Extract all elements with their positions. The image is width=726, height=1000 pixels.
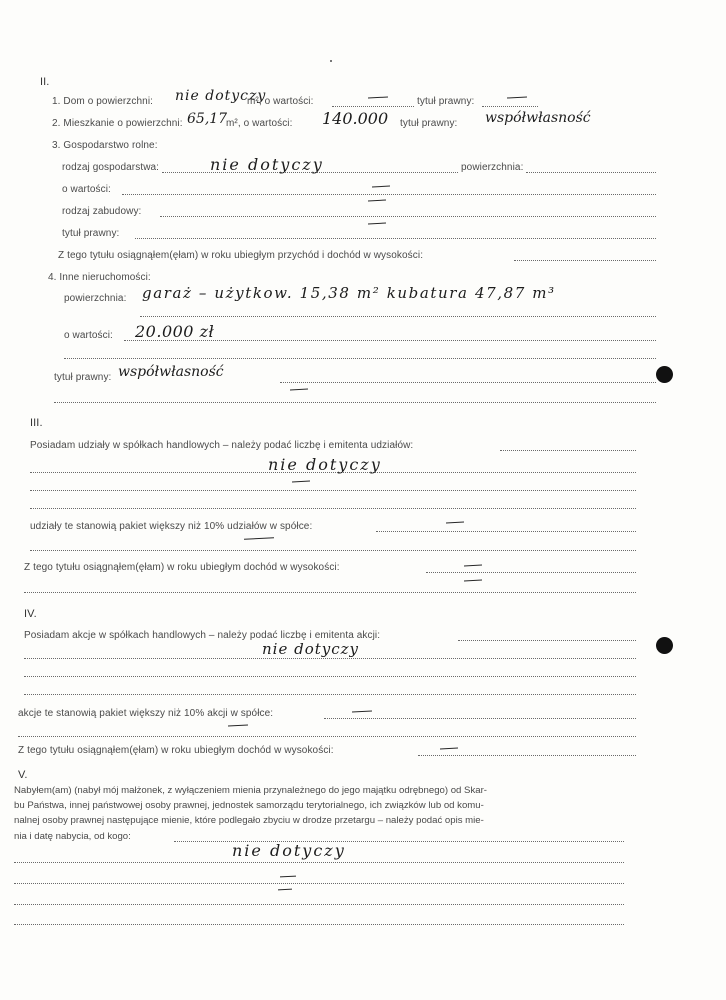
other-value-label: o wartości: <box>64 330 113 341</box>
farm-area-label: powierzchnia: <box>461 162 524 173</box>
farm-label: 3. Gospodarstwo rolne: <box>52 140 158 151</box>
other-value-handwritten: 20.000 zł <box>135 322 215 341</box>
shares-handwritten: nie dotyczy <box>268 455 382 474</box>
other-area-handwritten: garaż – użytkow. 15,38 m² kubatura 47,87 m³ <box>142 284 556 302</box>
section-4-numeral: IV. <box>24 608 37 620</box>
acquired-line-1: Nabyłem(am) (nabył mój małżonek, z wyłączeniem mienia przynależnego do jego majątku odrębnego) od Skar- <box>14 785 487 796</box>
binder-hole-mark <box>656 366 673 383</box>
farm-building-label: rodzaj zabudowy: <box>62 206 142 217</box>
stocks-label: Posiadam akcje w spółkach handlowych – należy podać liczbę i emitenta akcji: <box>24 630 381 641</box>
other-property-label: 4. Inne nieruchomości: <box>48 272 151 283</box>
farm-title-label: tytuł prawny: <box>62 228 120 239</box>
acquired-handwritten: nie dotyczy <box>232 841 346 860</box>
farm-type-handwritten: nie dotyczy <box>210 155 324 174</box>
shares-packet-label: udziały te stanowią pakiet większy niż 10% udziałów w spółce: <box>30 521 313 532</box>
stocks-handwritten: nie dotyczy <box>262 640 360 658</box>
flat-title-label: tytuł prawny: <box>400 118 458 129</box>
other-title-handwritten: współwłasność <box>118 364 224 380</box>
flat-value-handwritten: 140.000 <box>322 109 389 128</box>
flat-area-handwritten: 65,17 <box>187 111 228 127</box>
acquired-line-3: nalnej osoby prawnej następujące mienie, które podlegało zbyciu w drodze przetargu – należy podać opis mie- <box>14 815 484 826</box>
house-area-label: 1. Dom o powierzchni: <box>52 96 154 107</box>
section-5-numeral: V. <box>18 769 28 781</box>
flat-value-label: m², o wartości: <box>226 118 293 129</box>
binder-hole-mark-2 <box>656 637 673 654</box>
scan-speck <box>330 60 332 62</box>
other-area-label: powierzchnia: <box>64 293 127 304</box>
shares-income-label: Z tego tytułu osiągnąłem(ęłam) w roku ubiegłym dochód w wysokości: <box>24 562 340 573</box>
house-area-handwritten: nie dotyczy <box>175 88 267 104</box>
flat-title-handwritten: współwłasność <box>485 110 591 126</box>
flat-area-label: 2. Mieszkanie o powierzchni: <box>52 118 183 129</box>
acquired-line-2: bu Państwa, innej państwowej osoby prawnej, jednostek samorządu terytorialnego, ich związków lub od komu- <box>14 800 484 811</box>
stocks-packet-label: akcje te stanowią pakiet większy niż 10% akcji w spółce: <box>18 708 274 719</box>
section-2-numeral: II. <box>40 76 50 88</box>
acquired-line-4: nia i datę nabycia, od kogo: <box>14 831 131 842</box>
farm-income-label: Z tego tytułu osiągnąłem(ęłam) w roku ubiegłym przychód i dochód w wysokości: <box>58 250 424 261</box>
section-3-numeral: III. <box>30 417 43 429</box>
shares-label: Posiadam udziały w spółkach handlowych – należy podać liczbę i emitenta udziałów: <box>30 440 414 451</box>
house-value-label: m², o wartości: <box>247 96 314 107</box>
farm-value-label: o wartości: <box>62 184 111 195</box>
house-title-label: tytuł prawny: <box>417 96 475 107</box>
stocks-income-label: Z tego tytułu osiągnąłem(ęłam) w roku ubiegłym dochód w wysokości: <box>18 745 334 756</box>
farm-type-label: rodzaj gospodarstwa: <box>62 162 160 173</box>
other-title-label: tytuł prawny: <box>54 372 112 383</box>
